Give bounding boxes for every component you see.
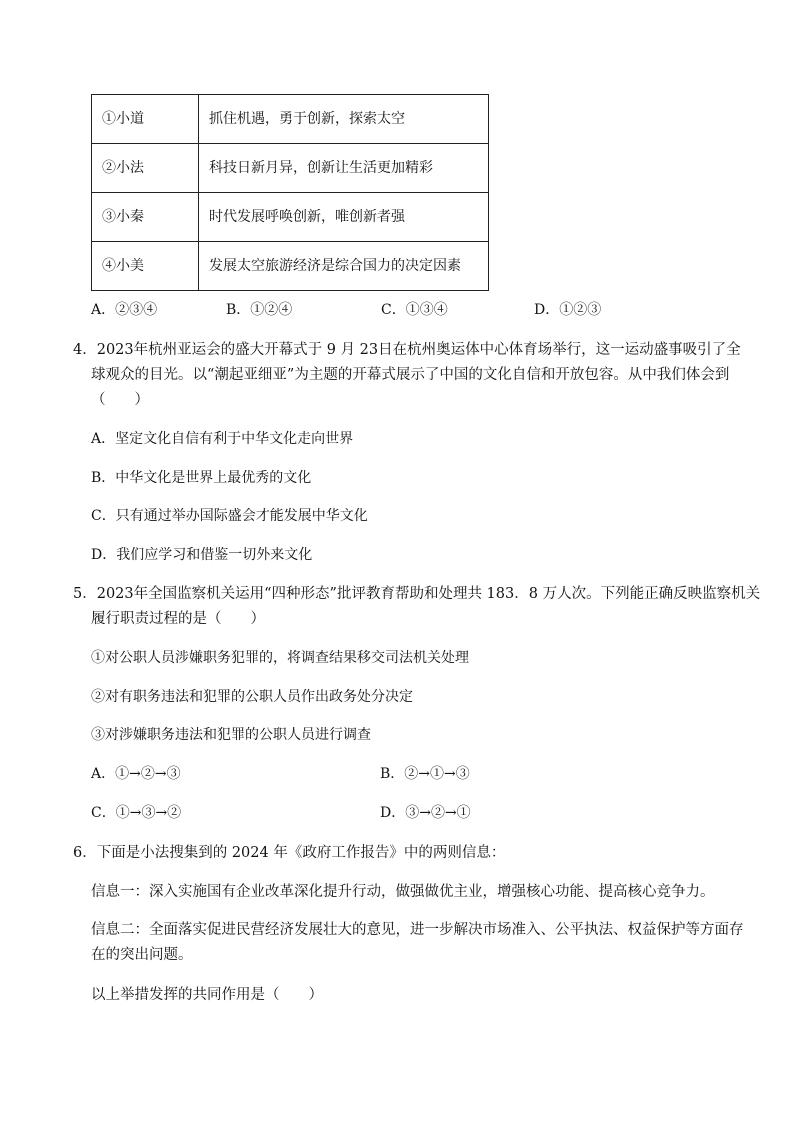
table-row <box>92 242 489 291</box>
q5-item-2: ②对有职务违法和犯罪的公职人员作出政务处分决定 <box>91 689 413 705</box>
q5-item-3: ③对涉嫌职务违法和犯罪的公职人员进行调查 <box>91 727 371 743</box>
q6-info-1: 信息一：深入实施国有企业改革深化提升行动，做强做优主业，增强核心功能、提高核心竞争力。 <box>91 884 715 900</box>
table-cell-person: ③小秦 <box>92 193 199 242</box>
q3-option-c[interactable]: C．①③④ <box>381 302 448 318</box>
q3-option-a[interactable]: A．②③④ <box>91 302 158 318</box>
q4-stem-line1: 4．2023年杭州亚运会的盛大开幕式于 9 月 23日在杭州奥运体中心体育场举行，这一运动盛事吸引了全 <box>73 342 741 358</box>
q6-info-2-line2: 在的突出问题。 <box>91 947 193 963</box>
q6-prompt: 以上举措发挥的共同作用是（ ） <box>91 987 323 1003</box>
q3-option-b[interactable]: B．①②④ <box>226 302 293 318</box>
table-cell-statement: 抓住机遇，勇于创新，探索太空 <box>199 95 489 144</box>
q5-item-1: ①对公职人员涉嫌职务犯罪的，将调查结果移交司法机关处理 <box>91 650 469 666</box>
q4-stem-line3: （ ） <box>91 392 149 408</box>
q5-option-d[interactable]: D．③→②→① <box>380 805 471 821</box>
table-cell-statement: 科技日新月异，创新让生活更加精彩 <box>199 144 489 193</box>
table-cell-person: ②小法 <box>92 144 199 193</box>
q3-statement-table <box>91 94 489 291</box>
table-cell-statement: 发展太空旅游经济是综合国力的决定因素 <box>199 242 489 291</box>
table-cell-person: ④小美 <box>92 242 199 291</box>
table-row <box>92 144 489 193</box>
table-cell-person: ①小道 <box>92 95 199 144</box>
q4-option-c[interactable]: C．只有通过举办国际盛会才能发展中华文化 <box>91 508 368 524</box>
q6-stem-line1: 6．下面是小法搜集到的 2024 年《政府工作报告》中的两则信息： <box>73 845 506 861</box>
q4-stem-line2: 球观众的目光。以“潮起亚细亚”为主题的开幕式展示了中国的文化自信和开放包容。从中我们体会到 <box>91 367 730 383</box>
q5-option-b[interactable]: B．②→①→③ <box>380 766 470 782</box>
q5-stem-line1: 5．2023年全国监察机关运用“四种形态”批评教育帮助和处理共 183．8 万人次。下列能正确反映监察机关 <box>73 586 761 602</box>
q4-option-b[interactable]: B．中华文化是世界上最优秀的文化 <box>91 470 312 486</box>
table-row <box>92 95 489 144</box>
table-row <box>92 193 489 242</box>
q5-stem-line2: 履行职责过程的是（ ） <box>91 611 265 627</box>
q5-option-a[interactable]: A．①→②→③ <box>91 766 181 782</box>
q5-option-c[interactable]: C．①→③→② <box>91 805 182 821</box>
q3-option-d[interactable]: D．①②③ <box>534 302 602 318</box>
q4-option-a[interactable]: A．坚定文化自信有利于中华文化走向世界 <box>91 431 354 447</box>
q3-options <box>91 299 711 319</box>
q4-option-d[interactable]: D．我们应学习和借鉴一切外来文化 <box>91 547 313 563</box>
table-cell-statement: 时代发展呼唤创新，唯创新者强 <box>199 193 489 242</box>
q6-info-2-line1: 信息二：全面落实促进民营经济发展壮大的意见，进一步解决市场准入、公平执法、权益保护等方面存 <box>91 922 744 938</box>
